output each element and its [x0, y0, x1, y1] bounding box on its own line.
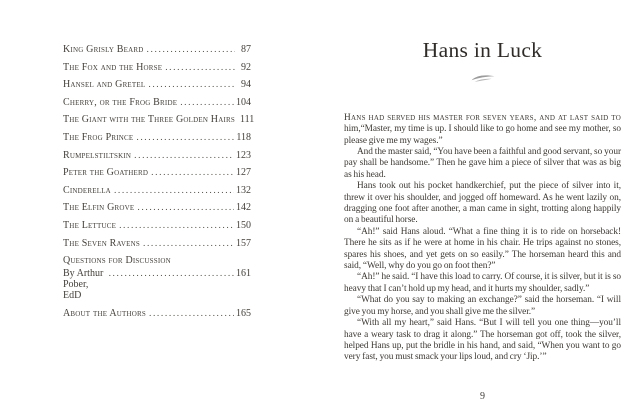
toc-entry [63, 44, 251, 55]
story-paragraph [344, 272, 621, 295]
toc-entry-title: Hansel and Gretel [63, 79, 146, 91]
story-page [344, 38, 621, 408]
toc-entry [63, 167, 251, 178]
story-title: Hans in Luck [422, 38, 543, 62]
story-paragraph [344, 113, 621, 147]
toc-entry-page-number: 127 [236, 167, 251, 179]
paragraph-text: him,“Master, my time is up. I should like to go home and see my mother, so please give me my wages.” [344, 124, 621, 146]
paragraph-text: Hans took out his pocket handkerchief, put the piece of silver into it, threw it over his shoulder, and jogged off homeward. As he went lazily on, dragging one foot after another, a man came in sight, trotting along happily on a beautiful horse. [344, 181, 621, 226]
toc-entry-page-number: 111 [239, 114, 255, 126]
toc-list [63, 44, 255, 319]
toc-entry-page-number: 165 [236, 307, 251, 319]
toc-entry [63, 62, 251, 73]
toc-dot-leader [148, 79, 235, 90]
paragraph-text: “What do you say to making an exchange?” said the horseman. “I will give you my horse, and you shall give me the silver.” [344, 295, 621, 317]
toc-entry-page-number: 87 [241, 44, 251, 55]
toc-entry-page-number: 104 [236, 96, 251, 108]
toc-entry [63, 114, 255, 126]
toc-dot-leader [137, 202, 234, 213]
story-paragraph [344, 227, 621, 273]
toc-entry [63, 255, 251, 302]
toc-entry-title: Peter the Goatherd [63, 167, 149, 179]
table-of-contents-page [63, 44, 255, 326]
toc-entry-page-number: 157 [236, 237, 251, 249]
toc-entry-title: The Frog Prince [63, 131, 134, 143]
toc-entry-page-number: 123 [236, 149, 251, 161]
toc-entry-page-number: 92 [241, 61, 251, 73]
toc-entry [63, 185, 251, 196]
toc-entry-page-number: 94 [241, 79, 251, 91]
paragraph-text: And the master said, “You have been a faithful and good servant, so your pay shall be handsome.” Then he gave him a piece of silver that was as big as his head. [344, 147, 621, 180]
toc-entry-subtitle-row [63, 268, 251, 302]
story-body [344, 113, 621, 364]
story-paragraph [344, 181, 621, 227]
toc-entry [63, 220, 251, 231]
toc-entry-title: The Fox and the Horse [63, 61, 163, 73]
toc-dot-leader [180, 97, 234, 108]
toc-entry [63, 238, 251, 249]
toc-entry-page-number: 118 [236, 131, 251, 143]
toc-entry-subtitle: By Arthur Pober, EdD [63, 267, 104, 302]
toc-dot-leader [147, 44, 235, 55]
toc-dot-leader [134, 150, 234, 161]
toc-dot-leader [165, 62, 235, 73]
story-paragraph [344, 147, 621, 181]
paragraph-text: “With all my heart,” said Hans. “But I will tell you one thing—you’ll have a weary task to drag it along.” The horseman got off, took the silver, helped Hans up, put the bridle in his hand, and said, “When you want to go very fast, you must smack your lips loud, and cry ‘Jip.’” [344, 318, 621, 363]
toc-entry-title: Cinderella [63, 184, 111, 196]
page-number: 9 [480, 391, 485, 402]
toc-dot-leader [151, 167, 234, 178]
toc-dot-leader [149, 308, 234, 319]
smallcaps-lead: Hans had served his master for seven years, and at last said to [344, 112, 621, 123]
toc-entry-title: The Lettuce [63, 219, 117, 231]
toc-entry-page-number: 150 [236, 219, 251, 231]
toc-entry-title: Cherry, or the Frog Bride [63, 96, 178, 108]
toc-entry-title: King Grisly Beard [63, 44, 144, 55]
toc-entry-title: About the Authors [63, 307, 146, 319]
leaf-flourish-icon [344, 74, 621, 83]
toc-entry-page-number: 132 [236, 184, 251, 196]
toc-entry [63, 97, 251, 108]
toc-entry-title: The Seven Ravens [63, 237, 140, 249]
toc-entry [63, 308, 251, 319]
paragraph-text: “Ah!” said Hans aloud. “What a fine thing it is to ride on horseback! There he sits as if he were at home in his chair. He trips against no stones, spares his shoes, and yet gets on so easily.” The horseman heard this and said, “Well, why do you go on foot then?” [344, 226, 621, 272]
toc-entry [63, 150, 251, 161]
toc-dot-leader [109, 268, 234, 279]
toc-dot-leader [119, 220, 234, 231]
toc-entry-title: The Giant with the Three Golden Hairs [63, 114, 235, 126]
toc-entry [63, 202, 251, 213]
toc-entry-title: The Elfin Grove [63, 202, 135, 214]
toc-entry-page-number: 142 [236, 202, 251, 214]
toc-entry-title: Questions for Discussion [63, 255, 171, 267]
toc-dot-leader [136, 132, 234, 143]
toc-entry [63, 132, 251, 143]
toc-dot-leader [143, 238, 234, 249]
story-paragraph [344, 318, 621, 364]
toc-dot-leader [114, 185, 234, 196]
paragraph-text: “Ah!” he said. “I have this load to carry. Of course, it is silver, but it is so heavy that I can’t hold up my head, and it hurts my shoulder, sadly.” [344, 272, 621, 294]
toc-entry-page-number: 161 [236, 267, 251, 279]
toc-entry [63, 79, 251, 90]
toc-entry-title: Rumpelstiltskin [63, 149, 132, 161]
story-paragraph [344, 295, 621, 318]
